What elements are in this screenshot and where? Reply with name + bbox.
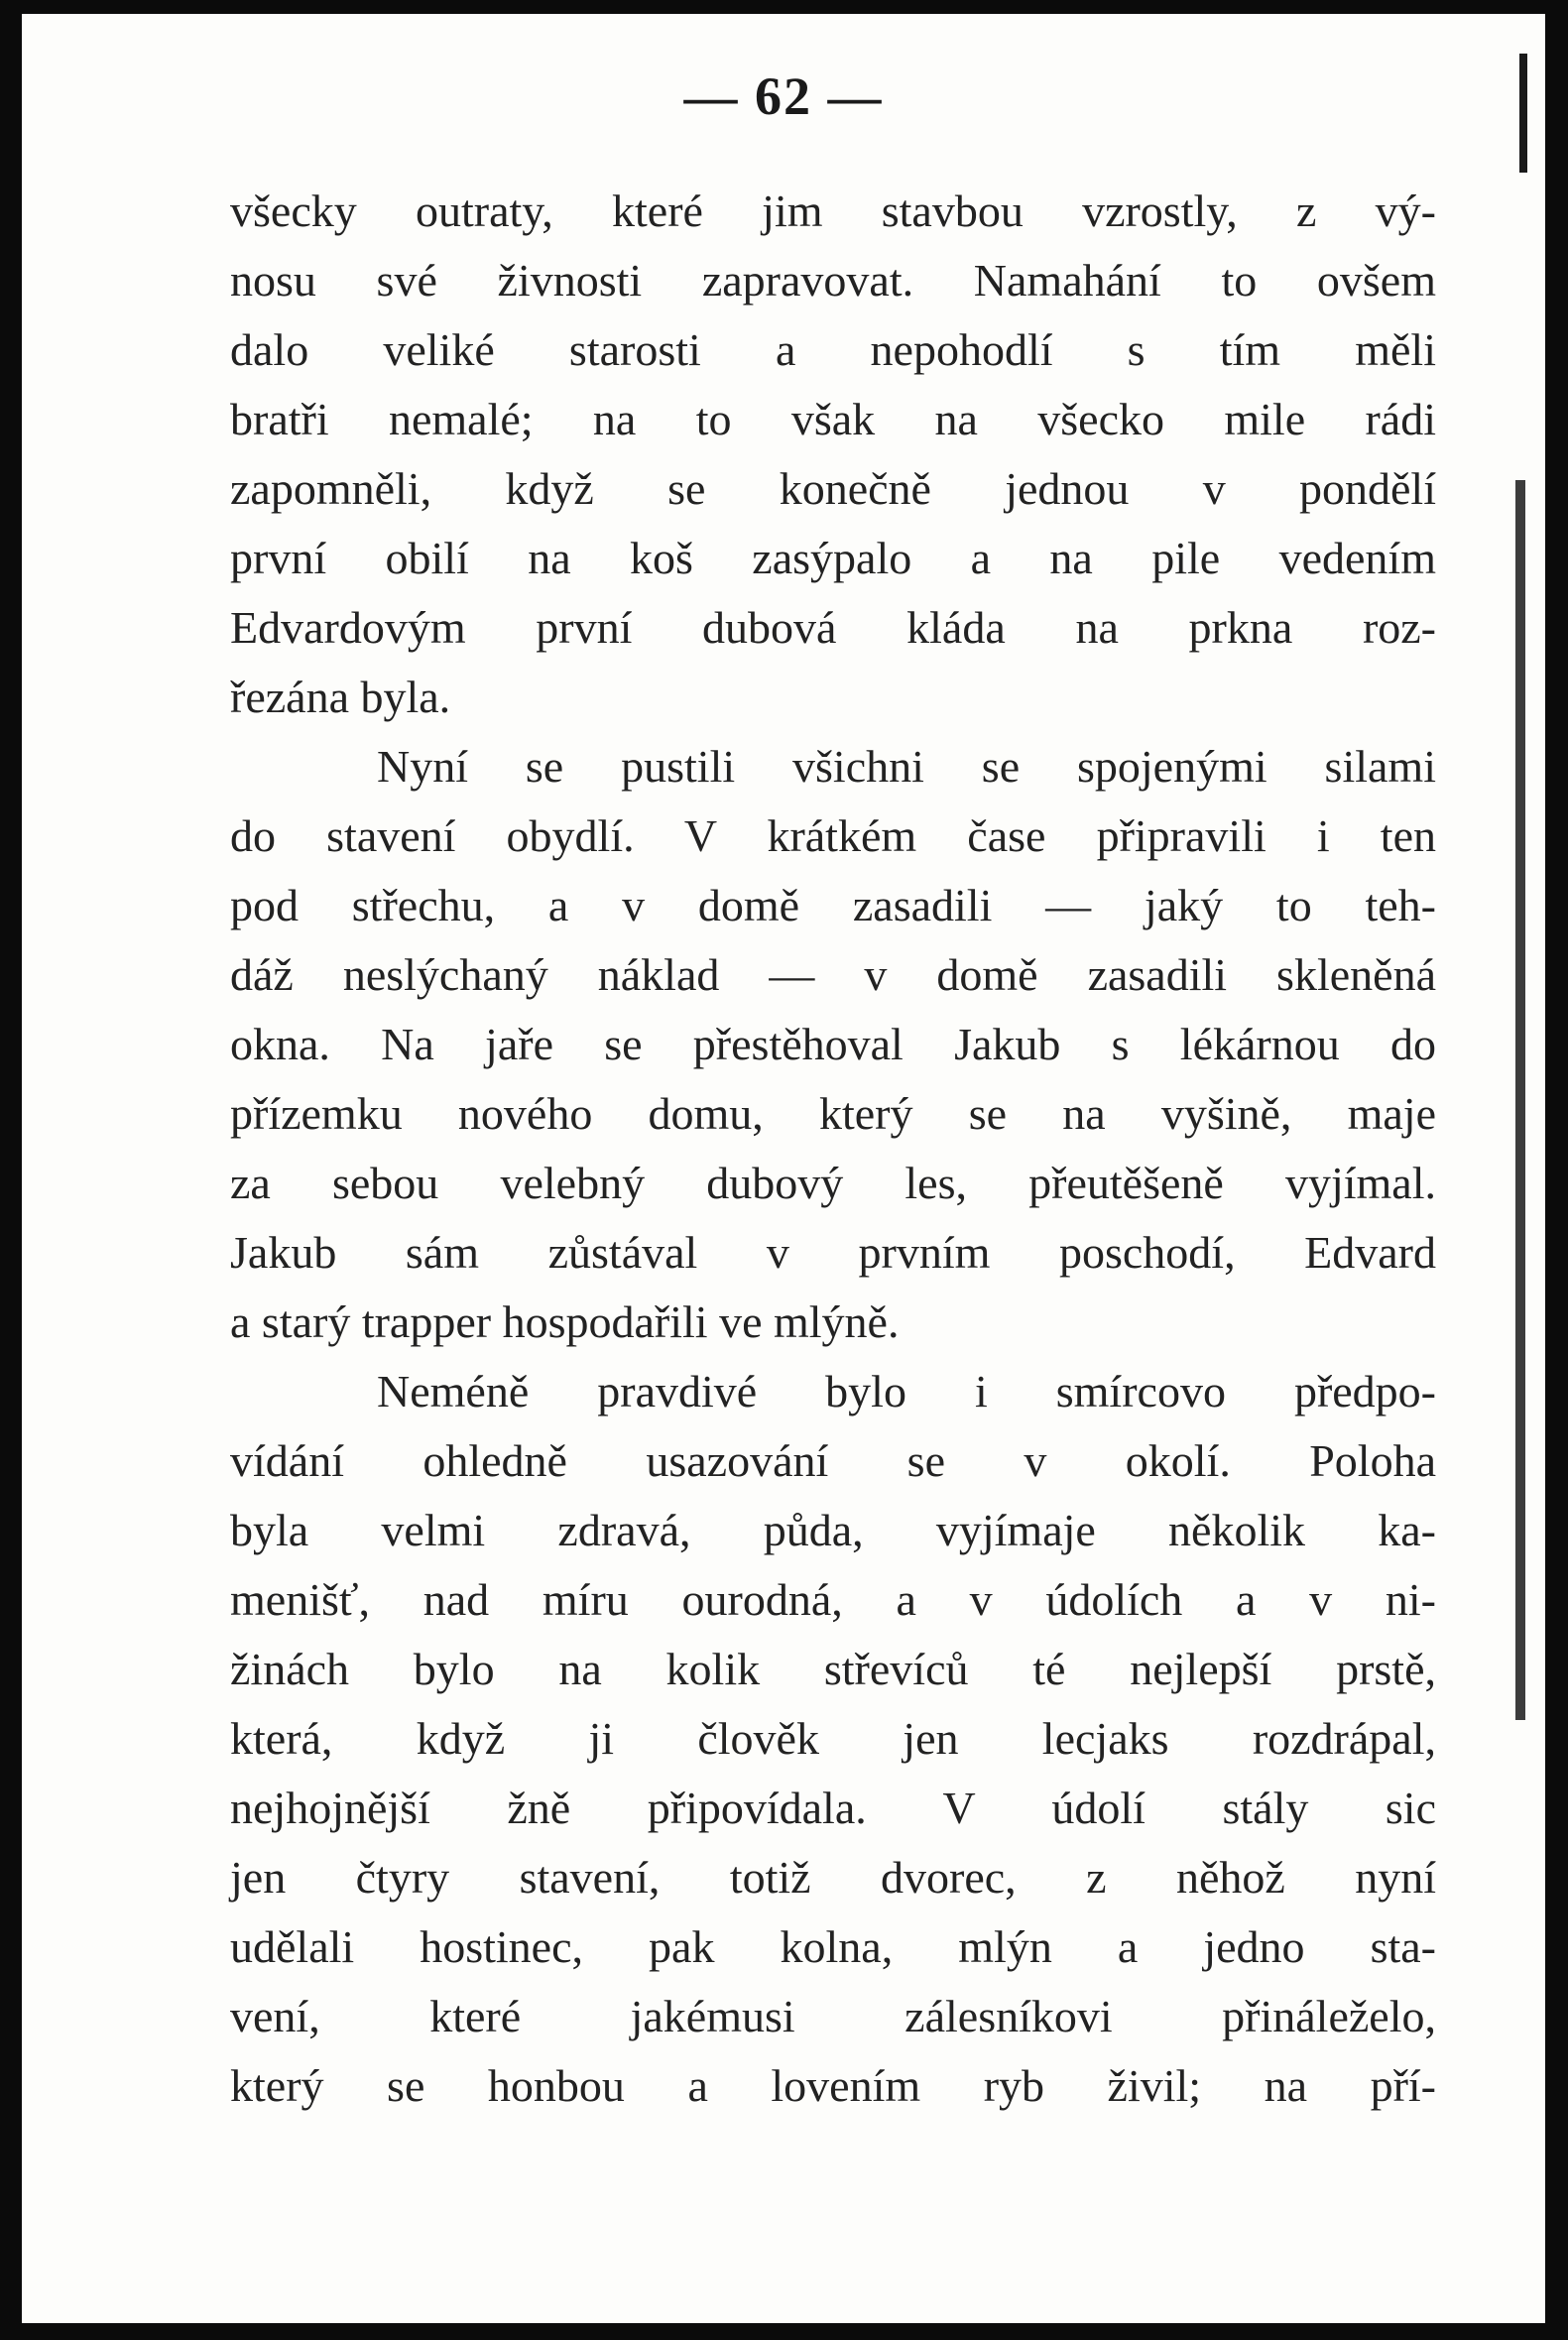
text-line: dáž neslýchaný náklad — v domě zasadili skleněná <box>230 949 1436 1000</box>
text-line: byla velmi zdravá, půda, vyjímaje několik ka- <box>230 1505 1436 1555</box>
text-line: přízemku nového domu, který se na vyšině, maje <box>230 1088 1436 1139</box>
text-line: okna. Na jaře se přestěhoval Jakub s lékárnou do <box>230 1019 1436 1069</box>
text-line: Nyní se pustili všichni se spojenými silami <box>377 741 1436 792</box>
text-line: nosu své živnosti zapravovat. Namahání to ovšem <box>230 255 1436 306</box>
text-line: první obilí na koš zasýpalo a na pile vedením <box>230 533 1436 583</box>
text-line: Neméně pravdivé bylo i smírcovo předpo- <box>377 1366 1436 1416</box>
text-line: pod střechu, a v domě zasadili — jaký to teh- <box>230 880 1436 930</box>
text-line: vídání ohledně usazování se v okolí. Poloha <box>230 1435 1436 1486</box>
text-line: všecky outraty, které jim stavbou vzrostly, z vý- <box>230 185 1436 236</box>
text-line: zapomněli, když se konečně jednou v pondělí <box>230 463 1436 514</box>
text-line: udělali hostinec, pak kolna, mlýn a jedno sta- <box>230 1921 1436 1972</box>
text-line: dalo veliké starosti a nepohodlí s tím měli <box>230 324 1436 375</box>
text-line: nejhojnější žně připovídala. V údolí stály sic <box>230 1783 1436 1833</box>
text-line: do stavení obydlí. V krátkém čase připravili i ten <box>230 810 1436 861</box>
text-line: jen čtyry stavení, totiž dvorec, z něhož nyní <box>230 1852 1436 1903</box>
text-line: žinách bylo na kolik střevíců té nejlepší prstě, <box>230 1644 1436 1694</box>
text-line: která, když ji člověk jen lecjaks rozdrápal, <box>230 1713 1436 1764</box>
scan-edge-mark <box>1515 480 1525 1720</box>
text-line: bratři nemalé; na to však na všecko mile rádi <box>230 394 1436 444</box>
text-line: vení, které jakémusi zálesníkovi přináleželo, <box>230 1991 1436 2041</box>
text-line: Jakub sám zůstával v prvním poschodí, Edvard <box>230 1227 1436 1278</box>
text-line: za sebou velebný dubový les, přeutěšeně vyjímal. <box>230 1158 1436 1208</box>
text-line: řezána byla. <box>230 672 451 722</box>
book-page <box>22 14 1545 2323</box>
text-line: který se honbou a lovením ryb živil; na pří- <box>230 2060 1436 2111</box>
text-line: menišť, nad míru ourodná, a v údolích a v ni- <box>230 1574 1436 1625</box>
text-line: Edvardovým první dubová kláda na prkna roz- <box>230 602 1436 653</box>
scan-edge-mark <box>1519 54 1527 173</box>
page-number: — 62 — <box>683 66 884 126</box>
text-line: a starý trapper hospodařili ve mlýně. <box>230 1296 900 1347</box>
